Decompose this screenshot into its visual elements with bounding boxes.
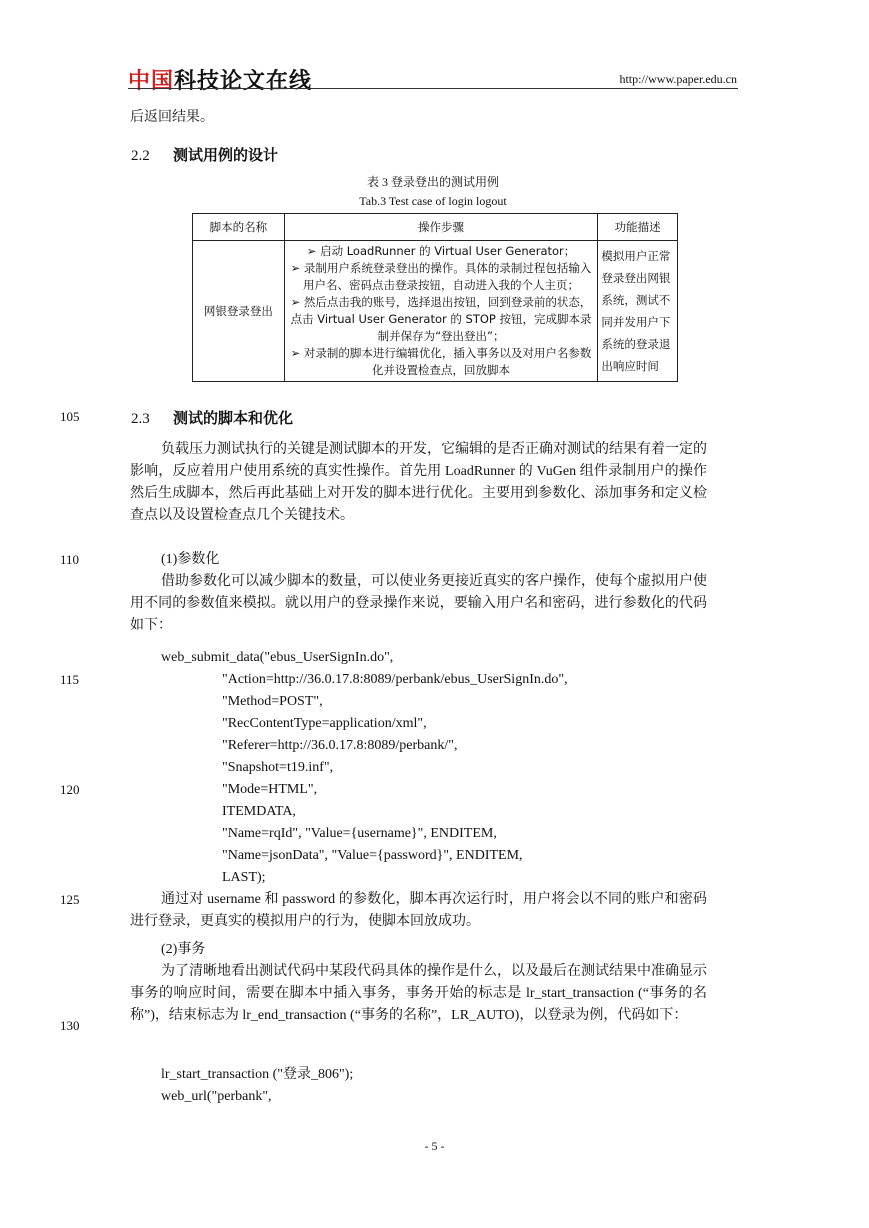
code-line: ITEMDATA, xyxy=(222,804,296,819)
paragraph: 通过对 username 和 password 的参数化，脚本再次运行时，用户将会以不同的账户和密码进行登录，更真实的模拟用户的行为，使脚本回放成功。 xyxy=(130,892,707,929)
top-text: 后返回结果。 xyxy=(130,110,214,125)
code-line: "Method=POST", xyxy=(222,694,323,709)
section-heading-2-2 xyxy=(131,144,278,165)
paragraph: 为了清晰地看出测试代码中某段代码具体的操作是什么，以及最后在测试结果中准确显示事务的响应时间，需要在脚本中插入事务，事务开始的标志是 lr_start_transaction (“事务的名称”)，结束标志为 lr_end_transaction (“事务的名称”，LR_AUTO)，以登录为例，代码如下： xyxy=(130,964,707,1023)
code-line: "Mode=HTML", xyxy=(222,782,318,797)
line-number: 115 xyxy=(60,672,80,687)
code-line: LAST); xyxy=(222,870,266,885)
code-line: "Name=jsonData", "Value={password}", ENDITEM, xyxy=(222,848,523,863)
description-cell: 模拟用户正常登录登出网银系统，测试不同并发用户下系统的登录退出响应时间 xyxy=(598,241,678,382)
step-item: ➢ 然后点击我的账号，选择退出按钮，回到登录前的状态，点击 Virtual User Generator 的 STOP 按钮，完成脚本录制并保存为“登出登出”； xyxy=(290,295,592,343)
table-header-cell: 功能描述 xyxy=(598,214,678,241)
code-line: "Referer=http://36.0.17.8:8089/perbank/", xyxy=(222,738,458,753)
code-line: web_submit_data("ebus_UserSignIn.do", xyxy=(161,650,394,665)
table-caption-en: Tab.3 Test case of login logout xyxy=(359,194,507,208)
code-line: "Snapshot=t19.inf", xyxy=(222,760,334,775)
section-title: 测试用例的设计 xyxy=(173,148,279,164)
section-number: 2.3 xyxy=(131,411,150,427)
steps-cell xyxy=(284,241,598,382)
step-item: ➢ 录制用户系统登录登出的操作。具体的录制过程包括输入用户名、密码点击登录按钮，自动进入我的个人主页； xyxy=(290,261,592,292)
step-item: ➢ 对录制的脚本进行编辑优化，插入事务以及对用户名参数化并设置检查点，回放脚本 xyxy=(290,346,592,377)
step-item: ➢ 启动 LoadRunner 的 Virtual User Generator； xyxy=(306,244,576,258)
code-line: "Name=rqId", "Value={username}", ENDITEM, xyxy=(222,826,497,841)
line-number: 130 xyxy=(60,1018,80,1033)
page-number: - 5 - xyxy=(424,1139,445,1153)
table-caption-cn: 表 3 登录登出的测试用例 xyxy=(366,175,499,189)
subheading-transaction: (2)事务 xyxy=(161,942,206,957)
section-heading-2-3 xyxy=(131,407,293,428)
table-header-row xyxy=(193,214,678,241)
paragraph: 负载压力测试执行的关键是测试脚本的开发，它编辑的是否正确对测试的结果有着一定的影响，反应着用户使用系统的真实性操作。首先用 LoadRunner 的 VuGen 组件录制用户的操作然后生成脚本，然后再此基础上对开发的脚本进行优化。主要用到参数化、添加事务和定义检查点以及设置检查点几个关键技术。 xyxy=(130,442,707,523)
test-case-table xyxy=(192,213,678,382)
header-url: http://www.paper.edu.cn xyxy=(619,72,737,86)
line-number: 120 xyxy=(60,782,80,797)
code-line: "Action=http://36.0.17.8:8089/perbank/ebus_UserSignIn.do", xyxy=(222,672,568,687)
logo-red-text: 中国 xyxy=(128,69,175,94)
line-number: 125 xyxy=(60,892,80,907)
code-line: "RecContentType=application/xml", xyxy=(222,716,427,731)
table-header-cell: 脚本的名称 xyxy=(193,214,285,241)
journal-logo xyxy=(128,64,312,95)
code-line: lr_start_transaction ("登录_806"); xyxy=(161,1067,354,1082)
line-number: 110 xyxy=(60,552,80,567)
code-line: web_url("perbank", xyxy=(161,1089,272,1104)
script-name-cell: 网银登录登出 xyxy=(193,241,285,382)
header-rule xyxy=(128,88,738,89)
paragraph: 借助参数化可以减少脚本的数量，可以使业务更接近真实的客户操作，使每个虚拟用户使用不同的参数值来模拟。就以用户的登录操作来说，要输入用户名和密码，进行参数化的代码如下： xyxy=(130,574,707,633)
logo-black-text: 科技论文在线 xyxy=(174,69,313,94)
table-header-cell: 操作步骤 xyxy=(284,214,598,241)
table-row xyxy=(193,241,678,382)
section-title: 测试的脚本和优化 xyxy=(173,411,294,427)
subheading-parameterization: (1)参数化 xyxy=(161,552,220,567)
line-number: 105 xyxy=(60,409,80,424)
section-number: 2.2 xyxy=(131,148,150,164)
